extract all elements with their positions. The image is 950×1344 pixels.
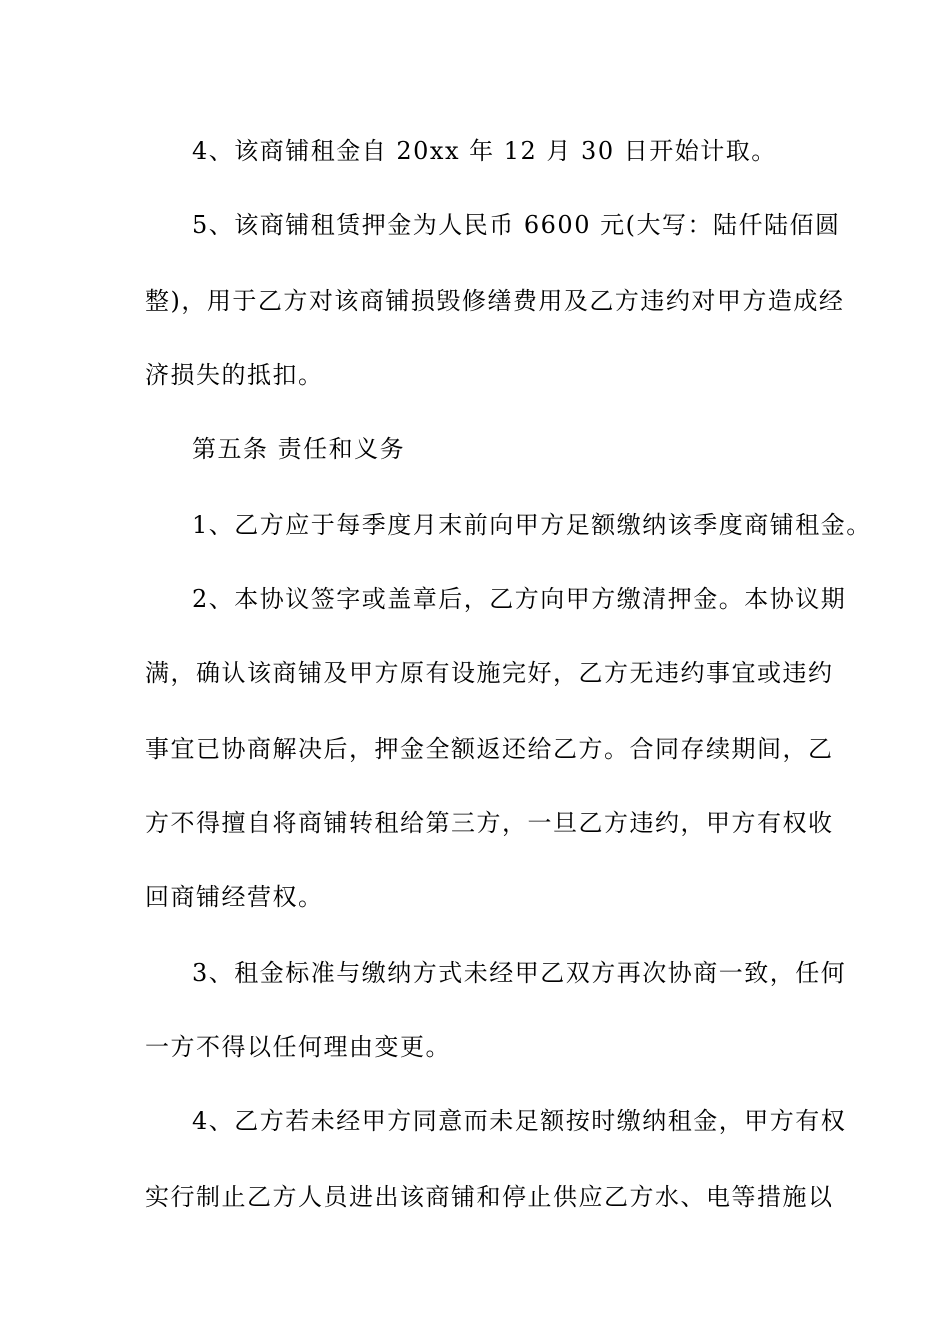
duty-2-line-4: 方不得擅自将商铺转租给第三方，一旦乙方违约，甲方有权收 xyxy=(145,809,834,837)
duty-3-line-2: 一方不得以任何理由变更。 xyxy=(145,1033,451,1061)
clause-5-deposit-line-1: 5、该商铺租赁押金为人民币 6600 元(大写：陆仟陆佰圆 xyxy=(192,211,841,239)
clause-5-deposit-line-2: 整)，用于乙方对该商铺损毁修缮费用及乙方违约对甲方造成经 xyxy=(145,287,845,315)
duty-4-line-2: 实行制止乙方人员进出该商铺和停止供应乙方水、电等措施以 xyxy=(145,1183,834,1211)
duty-2-line-5: 回商铺经营权。 xyxy=(145,883,324,911)
duty-1-line-1: 1、乙方应于每季度月末前向甲方足额缴纳该季度商铺租金。 xyxy=(192,511,872,539)
duty-4-line-1: 4、乙方若未经甲方同意而未足额按时缴纳租金，甲方有权 xyxy=(192,1107,847,1135)
duty-3-line-1: 3、租金标准与缴纳方式未经甲乙双方再次协商一致，任何 xyxy=(192,959,847,987)
duty-2-line-1: 2、本协议签字或盖章后，乙方向甲方缴清押金。本协议期 xyxy=(192,585,847,613)
clause-5-deposit-line-3: 济损失的抵扣。 xyxy=(145,361,324,389)
clause-4-rent-start: 4、该商铺租金自 20xx 年 12 月 30 日开始计取。 xyxy=(192,137,777,165)
article-5-heading: 第五条 责任和义务 xyxy=(192,435,406,463)
duty-2-line-2: 满，确认该商铺及甲方原有设施完好，乙方无违约事宜或违约 xyxy=(145,659,834,687)
duty-2-line-3: 事宜已协商解决后，押金全额返还给乙方。合同存续期间，乙 xyxy=(145,735,834,763)
